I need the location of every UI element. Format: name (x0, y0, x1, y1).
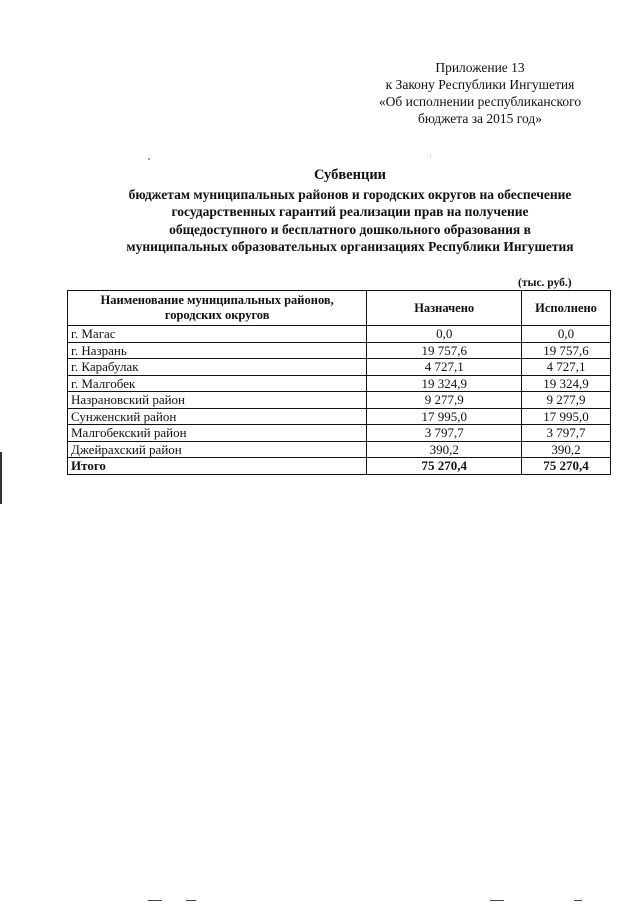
row-name: Сунженский район (68, 408, 367, 425)
appendix-number: Приложение 13 (435, 60, 525, 75)
appendix-reference (355, 59, 605, 127)
row-name: Назрановский район (68, 392, 367, 409)
row-executed: 19 324,9 (522, 375, 611, 392)
scan-bottom-dash (490, 900, 504, 901)
title-line-2: государственных гарантий реализации прав на получение (171, 204, 529, 219)
scan-speck (148, 158, 150, 160)
row-planned: 390,2 (367, 441, 522, 458)
header-name-line-1: Наименование муниципальных районов, (100, 293, 334, 307)
row-planned: 19 324,9 (367, 375, 522, 392)
row-planned: 3 797,7 (367, 425, 522, 442)
scan-bottom-dash (148, 900, 162, 901)
scan-bottom-dash (574, 900, 582, 901)
table-total-row (68, 458, 611, 475)
table-row (68, 326, 611, 343)
appendix-law-year: бюджета за 2015 год» (418, 111, 542, 126)
row-name: г. Назрань (68, 342, 367, 359)
title-line-4: муниципальных образовательных организациях Республики Ингушетия (126, 239, 574, 254)
header-planned: Назначено (367, 291, 522, 326)
table-row (68, 441, 611, 458)
row-planned: 9 277,9 (367, 392, 522, 409)
title-main: Субвенции (313, 167, 387, 183)
table-row (68, 375, 611, 392)
row-executed: 19 757,6 (522, 342, 611, 359)
table-header-row (68, 291, 611, 326)
table-row (68, 425, 611, 442)
header-name (68, 291, 367, 326)
row-planned: 17 995,0 (367, 408, 522, 425)
table-row (68, 342, 611, 359)
table-row (68, 408, 611, 425)
total-planned: 75 270,4 (367, 458, 522, 475)
appendix-law: к Закону Республики Ингушетия (385, 77, 575, 92)
subventions-table (67, 290, 611, 475)
row-name: г. Карабулак (68, 359, 367, 376)
title-line-1: бюджетам муниципальных районов и городских округов на обеспечение (128, 186, 572, 202)
row-executed: 4 727,1 (522, 359, 611, 376)
units-label: (тыс. руб.) (518, 277, 572, 289)
table-row (68, 359, 611, 376)
total-executed: 75 270,4 (522, 458, 611, 475)
total-name: Итого (68, 458, 367, 475)
row-name: Малгобекский район (68, 425, 367, 442)
header-name-line-2: городских округов (164, 308, 270, 322)
appendix-law-title: «Об исполнении республиканского (378, 94, 582, 109)
title-line-3: общедоступного и бесплатного дошкольного образования в (169, 221, 531, 237)
row-name: г. Малгобек (68, 375, 367, 392)
row-name: Джейрахский район (68, 441, 367, 458)
table-row (68, 392, 611, 409)
header-executed: Исполнено (522, 291, 611, 326)
row-planned: 19 757,6 (367, 342, 522, 359)
row-name: г. Магас (68, 326, 367, 343)
scan-speck (430, 155, 431, 156)
scan-edge-mark (0, 452, 2, 504)
row-executed: 9 277,9 (522, 392, 611, 409)
row-executed: 390,2 (522, 441, 611, 458)
row-planned: 4 727,1 (367, 359, 522, 376)
scan-bottom-dash (186, 900, 196, 901)
document-title (60, 167, 640, 256)
row-executed: 0,0 (522, 326, 611, 343)
row-executed: 3 797,7 (522, 425, 611, 442)
row-planned: 0,0 (367, 326, 522, 343)
row-executed: 17 995,0 (522, 408, 611, 425)
